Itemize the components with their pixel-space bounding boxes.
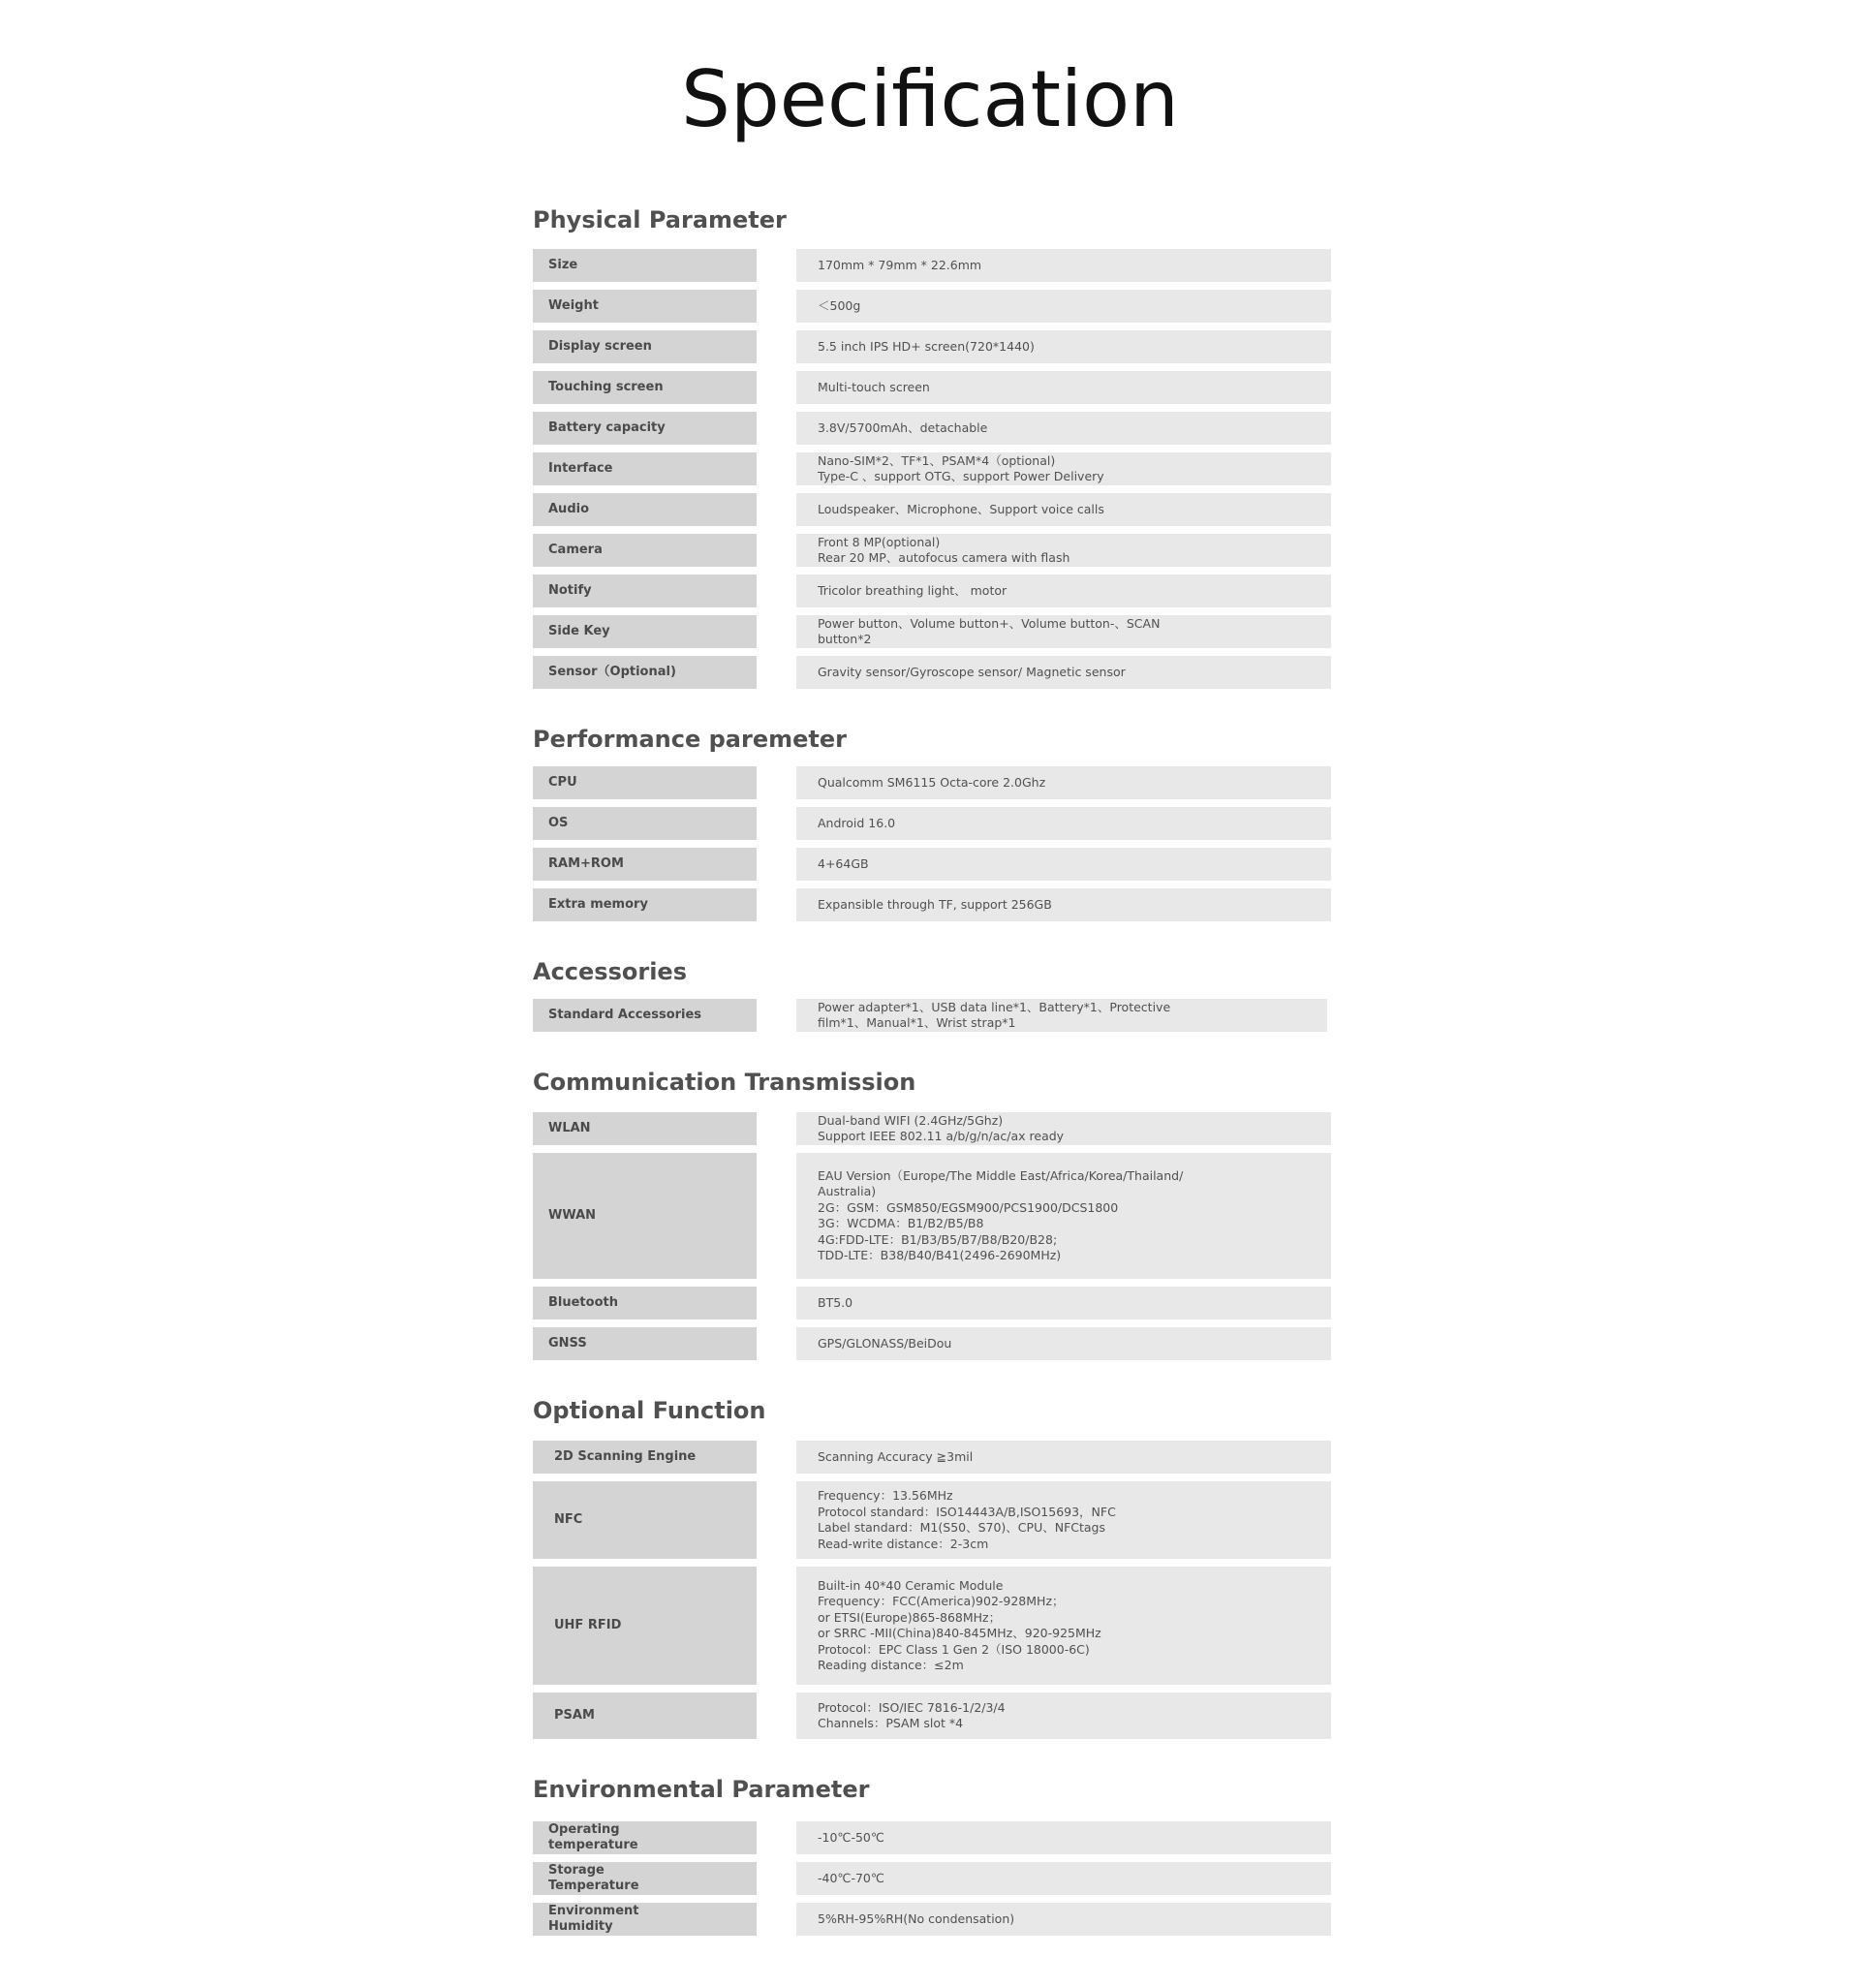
spec-value [796,1481,1331,1559]
spec-value-line: or ETSI(Europe)865-868MHz； [818,1609,1002,1625]
spec-value-line: 4G:FDD-LTE：B1/B3/B5/B7/B8/B20/B28; [818,1231,1058,1247]
spec-value-line: 3G：WCDMA：B1/B2/B5/B8 [818,1216,984,1230]
spec-section [533,199,1331,718]
spec-value [796,1287,1331,1320]
spec-row [533,1693,1331,1739]
spec-section [533,1061,1331,1389]
spec-key: Storage Temperature [533,1862,757,1895]
spec-key: Sensor（Optional) [533,656,757,689]
section-title: Physical Parameter [533,206,787,233]
spec-row [533,615,1331,648]
spec-row [533,534,1331,567]
spec-section [533,718,1331,950]
spec-value-line: 4+64GB [818,855,869,871]
spec-key: CPU [533,766,757,799]
spec-value-line: -40℃-70℃ [818,1870,884,1885]
spec-value [796,1903,1331,1936]
spec-row [533,575,1331,607]
spec-value-line: Protocol：ISO/IEC 7816-1/2/3/4 [818,1699,1006,1715]
spec-value-line: 2G：GSM：GSM850/EGSM900/PCS1900/DCS1800 [818,1199,1119,1215]
spec-key: OS [533,807,757,840]
spec-value-line: Read-write distance：2-3cm [818,1536,989,1551]
spec-row [533,249,1331,282]
spec-value-line: Protocol：EPC Class 1 Gen 2（ISO 18000-6C) [818,1641,1090,1657]
spec-row [533,1112,1331,1145]
spec-value-line: Qualcomm SM6115 Octa-core 2.0Ghz [818,774,1046,790]
spec-value [796,371,1331,404]
spec-row [533,452,1331,485]
spec-value [796,452,1331,485]
spec-value-line: Frequency：13.56MHz [818,1488,953,1503]
spec-value [796,615,1331,648]
spec-value [796,1327,1331,1360]
spec-key: Weight [533,290,757,323]
spec-key: 2D Scanning Engine [533,1441,757,1474]
spec-row [533,848,1331,881]
spec-section [533,950,1331,1061]
spec-value-line: Support IEEE 802.11 a/b/g/n/ac/ax ready [818,1129,1065,1143]
spec-section [533,1768,1331,1965]
spec-value [796,290,1331,323]
spec-key: Interface [533,452,757,485]
spec-value [796,1112,1331,1145]
spec-value [796,807,1331,840]
section-title: Performance paremeter [533,726,847,753]
spec-key: WLAN [533,1112,757,1145]
spec-value-line: TDD-LTE：B38/B40/B41(2496-2690MHz) [818,1248,1062,1262]
spec-value [796,1441,1331,1474]
spec-value [796,1693,1331,1739]
spec-value-line: Frequency：FCC(America)902-928MHz； [818,1594,1065,1608]
spec-row [533,807,1331,840]
spec-key: PSAM [533,1693,757,1739]
spec-value [796,766,1331,799]
spec-value-line: Protocol standard：ISO14443A/B,ISO15693，NFC [818,1504,1116,1519]
spec-value-line: Android 16.0 [818,815,896,830]
spec-key: NFC [533,1481,757,1559]
spec-value [796,575,1331,607]
spec-value-line: 3.8V/5700mAh、detachable [818,419,988,435]
spec-row [533,493,1331,526]
spec-value [796,1821,1331,1854]
spec-value [796,249,1331,282]
spec-value-line: GPS/GLONASS/BeiDou [818,1335,952,1351]
spec-row [533,1567,1331,1685]
spec-row [533,766,1331,799]
spec-row [533,330,1331,363]
spec-key: WWAN [533,1153,757,1279]
spec-value [796,888,1331,921]
spec-key: GNSS [533,1327,757,1360]
spec-value-line: Nano-SIM*2、TF*1、PSAM*4（optional) [818,452,1056,468]
spec-value [796,1567,1331,1685]
spec-value-line: -10℃-50℃ [818,1829,884,1845]
spec-row [533,290,1331,323]
spec-value [796,848,1331,881]
spec-value-line: Type-C 、support OTG、support Power Delivery [818,469,1104,483]
spec-key: UHF RFID [533,1567,757,1685]
spec-key: Notify [533,575,757,607]
spec-row [533,1481,1331,1559]
spec-value-line: Front 8 MP(optional) [818,534,941,549]
spec-value-line: Multi-touch screen [818,379,930,394]
spec-value-line: Expansible through TF, support 256GB [818,896,1052,912]
spec-row [533,888,1331,921]
spec-value-line: Loudspeaker、Microphone、Support voice calls [818,501,1104,516]
spec-value [796,656,1331,689]
spec-key: Environment Humidity [533,1903,757,1936]
spec-value [796,1862,1331,1895]
section-title: Optional Function [533,1397,766,1424]
spec-value-line: Gravity sensor/Gyroscope sensor/ Magnetic sensor [818,664,1126,679]
spec-key: Standard Accessories [533,999,757,1032]
spec-value-line: Scanning Accuracy ≧3mil [818,1448,974,1464]
spec-value-line: Tricolor breathing light、 motor [818,582,1008,598]
spec-key: Touching screen [533,371,757,404]
spec-container [533,199,1331,1965]
spec-value [796,1153,1331,1279]
spec-key: Bluetooth [533,1287,757,1320]
spec-value [796,534,1331,567]
section-title: Accessories [533,958,687,985]
spec-key: Camera [533,534,757,567]
section-title: Communication Transmission [533,1069,916,1096]
spec-value-line: 170mm * 79mm * 22.6mm [818,257,982,272]
spec-value-line: Rear 20 MP、autofocus camera with flash [818,550,1070,565]
spec-value [796,999,1327,1032]
spec-key: Size [533,249,757,282]
spec-row [533,1153,1331,1279]
spec-row [533,1903,1331,1936]
spec-key: RAM+ROM [533,848,757,881]
spec-key: Operating temperature [533,1821,757,1854]
spec-value-line: Dual-band WIFI (2.4GHz/5Ghz) [818,1112,1004,1128]
spec-value-line: Australia) [818,1184,877,1198]
spec-value-line: Built-in 40*40 Ceramic Module [818,1577,1004,1593]
spec-row [533,1441,1331,1474]
spec-value-line: Channels：PSAM slot *4 [818,1716,964,1730]
spec-value-line: film*1、Manual*1、Wrist strap*1 [818,1015,1016,1030]
spec-row [533,1821,1331,1854]
spec-row [533,999,1331,1032]
spec-key: Extra memory [533,888,757,921]
spec-value-line: EAU Version（Europe/The Middle East/Africa/Korea/Thailand/ [818,1167,1184,1183]
spec-value-line: Label standard：M1(S50、S70)、CPU、NFCtags [818,1520,1106,1535]
spec-key: Audio [533,493,757,526]
spec-row [533,1287,1331,1320]
section-title: Environmental Parameter [533,1776,870,1803]
spec-value [796,412,1331,445]
spec-value-line: 5.5 inch IPS HD+ screen(720*1440) [818,338,1035,354]
spec-value-line: or SRRC -MII(China)840-845MHz、920-925MHz [818,1626,1101,1640]
spec-row [533,371,1331,404]
spec-section [533,1389,1331,1768]
spec-row [533,1862,1331,1895]
spec-value [796,493,1331,526]
spec-value [796,330,1331,363]
spec-value-line: ＜500g [818,297,861,313]
spec-key: Side Key [533,615,757,648]
spec-value-line: button*2 [818,632,872,646]
spec-value-line: BT5.0 [818,1294,853,1310]
spec-key: Display screen [533,330,757,363]
spec-value-line: Reading distance：≤2m [818,1658,964,1672]
spec-value-line: 5%RH-95%RH(No condensation) [818,1910,1015,1926]
spec-row [533,656,1331,689]
spec-value-line: Power button、Volume button+、Volume button-、SCAN [818,615,1161,631]
spec-row [533,412,1331,445]
page-title: Specification [681,54,1179,144]
spec-key: Battery capacity [533,412,757,445]
spec-row [533,1327,1331,1360]
spec-value-line: Power adapter*1、USB data line*1、Battery*1、Protective [818,999,1171,1014]
